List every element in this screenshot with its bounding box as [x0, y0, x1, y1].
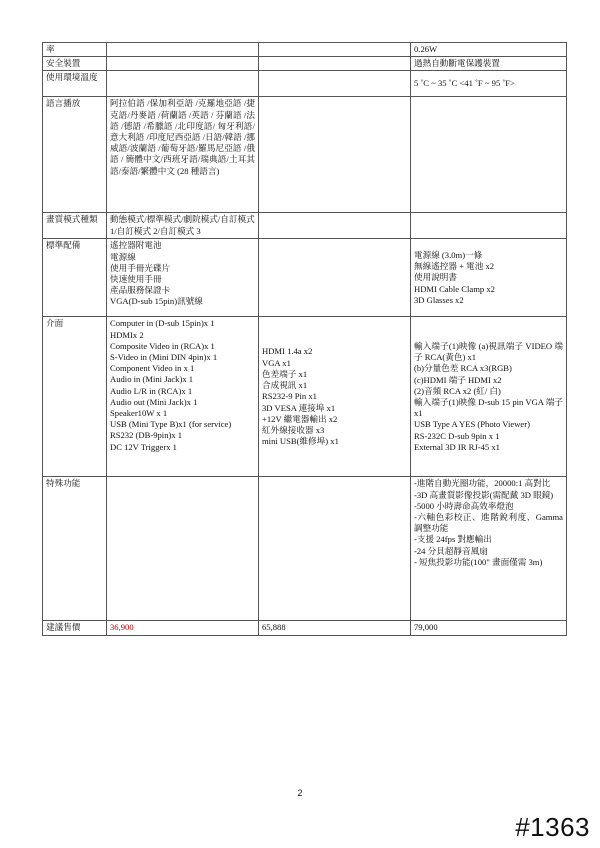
- list-item: HDMI Cable Clamp x2: [414, 283, 495, 294]
- page-number: 2: [297, 788, 303, 798]
- table-cell: [107, 477, 259, 621]
- list-item: 合成視訊 x1: [262, 380, 308, 391]
- list-item: +12V 繼電器輸出 x2: [262, 413, 338, 424]
- table-cell: [411, 239, 567, 317]
- list-item: HDMI 1.4a x2: [262, 346, 313, 357]
- table-cell: [107, 57, 259, 71]
- list-item: 產品服務保證卡: [110, 285, 171, 296]
- table-cell: 阿拉伯語 /保加利亞語 /克羅地亞語 /捷克語/丹麥語 /荷蘭語 /英語 / 芬蘭語 /法語 /德語 /希臘語 /北印度語/ 匈牙利語/意大利語 /印度尼西亞語 /日語/韓語 /挪威語/波蘭語 /葡萄牙語/羅馬尼亞語 /俄語 / 簡體中文/西班牙語/瑞典語/土耳其語/泰語/繁體中文 (28 種語言): [107, 97, 259, 213]
- row-label: 介面: [43, 317, 107, 477]
- table-cell: [259, 71, 411, 97]
- row-label: 標準配備: [43, 239, 107, 317]
- table-row: [43, 317, 567, 477]
- table-cell: 5 ˚C ~ 35 ˚C <41 ˚F ~ 95 ˚F>: [411, 71, 567, 97]
- list-item: RS232 (DB-9pin)x 1: [110, 430, 183, 441]
- list-item: DC 12V Triggerx 1: [110, 441, 177, 452]
- table-row: [43, 621, 567, 635]
- list-item: 紅外線接收器 x3: [262, 424, 325, 435]
- list-item: -支援 24fps 對應輸出: [414, 534, 492, 545]
- table-cell: [107, 239, 259, 317]
- list-item: Composite Video in (RCA)x 1: [110, 340, 215, 351]
- row-label: 語言播放: [43, 97, 107, 213]
- table-cell: [411, 477, 567, 621]
- price-cell-highlight: 36,900: [107, 621, 259, 635]
- table-cell: [259, 57, 411, 71]
- table-cell: [411, 97, 567, 213]
- list-item: Computer in (D-sub 15pin)x 1: [110, 318, 215, 329]
- list-item: 使用手冊光碟片: [110, 262, 171, 273]
- list-item: HDMIx 2: [110, 329, 144, 340]
- list-item: -3D 高畫質影像投影(需配戴 3D 眼鏡): [414, 489, 554, 500]
- list-item: Speaker10W x 1: [110, 408, 168, 419]
- list-item: 遙控器附電池: [110, 240, 162, 251]
- price-cell: 65,888: [259, 621, 411, 635]
- row-label: 畫質模式種類: [43, 213, 107, 239]
- row-label: 使用環境溫度: [43, 71, 107, 97]
- list-item: 使用說明書: [414, 272, 457, 283]
- list-item: -六軸色彩校正、進階銳利度、Gamma 調整功能: [414, 512, 563, 534]
- table-row: [43, 97, 567, 213]
- list-item: 3D Glasses x2: [414, 294, 464, 305]
- table-cell: [411, 317, 567, 477]
- list-item: 色差端子 x1: [262, 368, 308, 379]
- list-item: RS232-9 Pin x1: [262, 391, 317, 402]
- list-item: (b)分量色差 RCA x3(RGB): [414, 363, 512, 374]
- table-cell: [259, 43, 411, 57]
- table-cell: 過熱自動斷電保護裝置: [411, 57, 567, 71]
- list-item: USB (Mini Type B)x1 (for service): [110, 419, 232, 430]
- list-item: USB Type A YES (Photo Viewer): [414, 419, 530, 430]
- table-row: [43, 43, 567, 57]
- list-item: 無線遙控器 + 電池 x2: [414, 261, 495, 272]
- table-cell: 0.26W: [411, 43, 567, 57]
- list-item: mini USB(維修埠) x1: [262, 436, 339, 447]
- price-cell: 79,000: [411, 621, 567, 635]
- table-cell: [411, 213, 567, 239]
- table-cell: [259, 239, 411, 317]
- row-label: 安全裝置: [43, 57, 107, 71]
- table-cell: [259, 97, 411, 213]
- list-item: 電源線 (3.0m)一條: [414, 249, 483, 260]
- list-item: -進階自動光圈功能，20000:1 高對比: [414, 478, 551, 489]
- list-item: Audio in (Mini Jack)x 1: [110, 374, 194, 385]
- list-item: VGA(D-sub 15pin)訊號線: [110, 296, 203, 307]
- table-row: [43, 239, 567, 317]
- list-item: 電源線: [110, 251, 136, 262]
- table-cell: [259, 317, 411, 477]
- list-item: 輸入端子(1)映像 (a)視訊端子 VIDEO 端子 RCA(黃色) x1: [414, 340, 563, 363]
- table-cell: [107, 317, 259, 477]
- list-item: 輸入端子(1)映像 D-sub 15 pin VGA 端子 x1: [414, 396, 563, 419]
- row-label: 率: [43, 43, 107, 57]
- table-row: [43, 477, 567, 621]
- row-label: 特殊功能: [43, 477, 107, 621]
- list-item: (2)音頻 RCA x2 (紅/ 白): [414, 385, 501, 396]
- list-item: RS-232C D-sub 9pin x 1: [414, 430, 500, 441]
- list-item: External 3D IR RJ-45 x1: [414, 441, 500, 452]
- spec-table: [42, 42, 567, 636]
- table-cell: [259, 213, 411, 239]
- list-item: -5000 小時壽命高效率燈泡: [414, 500, 514, 511]
- table-row: [43, 71, 567, 97]
- list-item: - 短焦投影功能(100" 畫面僅需 3m): [414, 556, 543, 567]
- table-row: [43, 213, 567, 239]
- table-row: [43, 57, 567, 71]
- table-cell: [107, 43, 259, 57]
- document-stamp: #1363: [515, 812, 590, 842]
- list-item: (c)HDMI 端子 HDMI x2: [414, 374, 502, 385]
- row-label: 建議售價: [43, 621, 107, 635]
- list-item: 3D VESA 連接埠 x1: [262, 402, 336, 413]
- list-item: Audio L/R in (RCA)x 1: [110, 385, 193, 396]
- list-item: 快速使用手冊: [110, 274, 162, 285]
- list-item: -24 分貝超靜音風扇: [414, 545, 488, 556]
- list-item: Audio out (Mini Jack)x 1: [110, 396, 198, 407]
- list-item: VGA x1: [262, 357, 291, 368]
- list-item: S-Video in (Mini DIN 4pin)x 1: [110, 352, 218, 363]
- table-cell: [259, 477, 411, 621]
- list-item: Component Video in x 1: [110, 363, 195, 374]
- table-cell: [107, 71, 259, 97]
- table-cell: 動態模式/標準模式/劇院模式/自訂模式 1/自訂模式 2/自訂模式 3: [107, 213, 259, 239]
